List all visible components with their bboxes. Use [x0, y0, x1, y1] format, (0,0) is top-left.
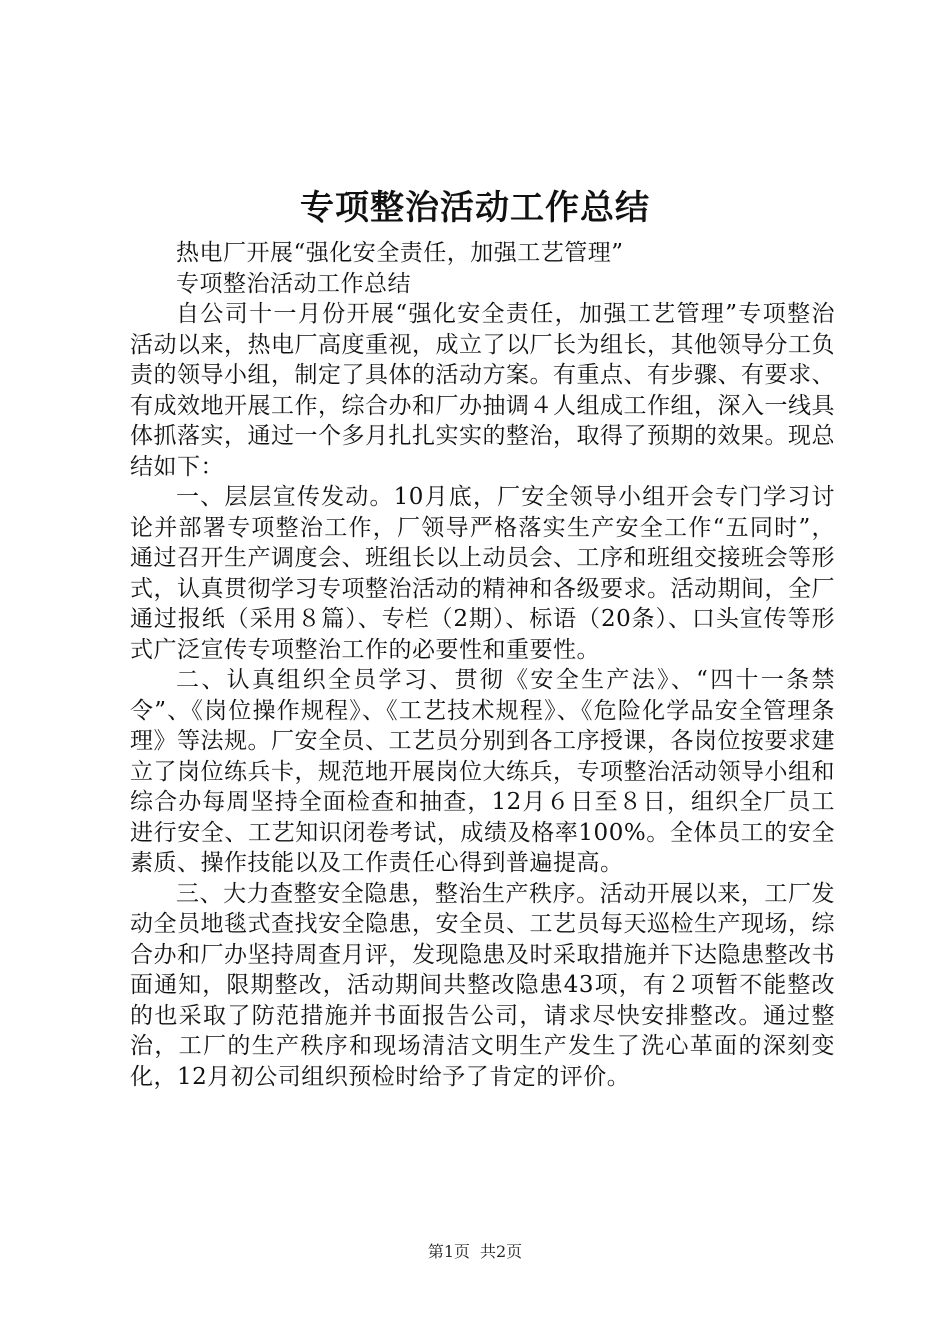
subtitle-line-2: 专项整治活动工作总结: [176, 270, 411, 297]
page-number: 第1页: [427, 1242, 470, 1261]
paragraph-section-1: 一、层层宣传发动。10月底，厂安全领导小组开会专门学习讨论并部署专项整治工作，厂领导严格落实生产安全工作“五同时”，通过召开生产调度会、班组长以上动员会、工序和班组交接班会等形式，认真贯彻学习专项整治活动的精神和各级要求。活动期间，全厂通过报纸（采用８篇）、专栏（2期）、标语（20条）、口头宣传等形式广泛宣传专项整治工作的必要性和重要性。: [130, 484, 835, 663]
document-body: [130, 238, 835, 1092]
paragraph-section-3: 三、大力查整安全隐患，整治生产秩序。活动开展以来，工厂发动全员地毯式查找安全隐患，安全员、工艺员每天巡检生产现场，综合办和厂办坚持周查月评，发现隐患及时采取措施并下达隐患整改书面通知，限期整改，活动期间共整改隐患43项，有２项暂不能整改的也采取了防范措施并书面报告公司，请求尽快安排整改。通过整治，工厂的生产秩序和现场清洁文明生产发生了洗心革面的深刻变化，12月初公司组织预检时给予了肯定的评价。: [130, 880, 835, 1090]
paragraph-intro: 自公司十一月份开展“强化安全责任，加强工艺管理”专项整治活动以来，热电厂高度重视，成立了以厂长为组长，其他领导分工负责的领导小组，制定了具体的活动方案。有重点、有步骤、有要求、有成效地开展工作，综合办和厂办抽调４人组成工作组，深入一线具体抓落实，通过一个多月扎扎实实的整治，取得了预期的效果。现总结如下：: [130, 301, 835, 480]
subtitle-line-1: 热电厂开展“强化安全责任，加强工艺管理”: [176, 240, 624, 266]
document-title: 专项整治活动工作总结: [300, 188, 650, 228]
page-footer: [0, 1240, 950, 1264]
paragraph-section-2: 二、认真组织全员学习、贯彻《安全生产法》、“四十一条禁令”、《岗位操作规程》、《工艺技术规程》、《危险化学品安全管理条理》等法规。厂安全员、工艺员分别到各工序授课，各岗位按要求建立了岗位练兵卡，规范地开展岗位大练兵，专项整治活动领导小组和综合办每周坚持全面检查和抽查，12月６日至８日，组织全厂员工进行安全、工艺知识闭卷考试，成绩及格率100%。全体员工的安全素质、操作技能以及工作责任心得到普遍提高。: [130, 667, 835, 876]
page-total: 共2页: [480, 1242, 523, 1261]
